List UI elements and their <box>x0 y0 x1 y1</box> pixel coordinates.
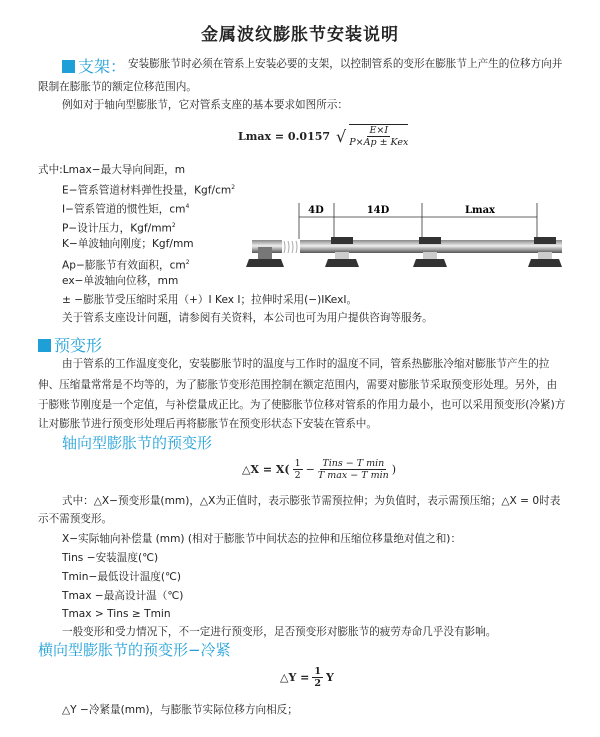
section-heading-support <box>62 54 126 77</box>
dimension-label-4d: 4D <box>308 205 324 216</box>
definition-line: 式中:Lmax−最大导向间距，m <box>38 164 186 176</box>
square-bullet-icon <box>62 60 75 73</box>
definition-line: ex−单波轴向位移，mm <box>62 275 179 287</box>
formula-lhs: Lmax = 0.0157 <box>238 129 331 143</box>
dimension-label-14d: 14D <box>366 205 390 216</box>
definition-line: Tmax −最高设计温（℃) <box>62 590 184 602</box>
square-bullet-icon <box>38 339 51 352</box>
fraction-half <box>312 666 323 689</box>
definition-text: I−管系管道的惯性矩，cm <box>62 203 186 216</box>
definition-line <box>62 219 176 236</box>
formula-lhs: △Y = <box>280 671 310 684</box>
definition-line: △Y −冷紧量(mm)，与膨胀节实际位移方向相反； <box>62 704 298 716</box>
definition-line: Tins −安装温度(℃) <box>62 552 159 564</box>
formula-rhs: Y <box>325 671 334 684</box>
numerator: Tins − T min <box>322 458 385 469</box>
paragraph-line: 由于管系的工作温度变化，安装膨胀节时的温度与工作时的温度不同，管系热膨胀冷缩对膨胀节产生的拉 <box>62 358 550 370</box>
sqrt-icon: √ <box>336 126 347 146</box>
heading-text: 支架： <box>78 57 127 76</box>
definition-line: Tmax > Tins ≥ Tmin <box>62 608 171 620</box>
paragraph-line: 限制在膨胀节的额定位移范围内。 <box>38 81 197 93</box>
page-title: 金属波纹膨胀节安装说明 <box>201 25 399 45</box>
support-diagram <box>240 195 580 275</box>
denominator: 2 <box>314 678 321 689</box>
formula-lhs: △X = X( <box>242 463 290 476</box>
formula-delta-y <box>280 666 334 689</box>
definition-line <box>62 256 190 273</box>
paragraph-line: 伸、压缩量常常是不均等的，为了膨胀节变形范围控制在额定范围内，需要对膨胀节采取预变形处理。另外，由 <box>38 379 558 391</box>
formula-lmax <box>238 124 411 148</box>
fraction-half <box>293 458 303 481</box>
paragraph-line: 例如对于轴向型膨胀节，它对管系支座的基本要求如图所示： <box>62 99 349 111</box>
definition-text: E−管系管道材料弹性投量，Kgf/cm <box>62 184 232 197</box>
definition-line: 一般变形和受力情况下，不一定进行预变形，足否预变形对膨胀节的疲劳寿命几乎没有影响。 <box>62 626 497 638</box>
definition-text: P−设计压力，Kgf/mm <box>62 222 172 235</box>
formula-delta-x <box>242 458 396 481</box>
dimension-label-lmax: Lmax <box>464 205 496 216</box>
superscript: 2 <box>231 184 236 191</box>
minus-sign: − <box>305 463 315 476</box>
superscript: 2 <box>185 259 190 266</box>
definition-line: 关于管系支座设计问题，请参阅有关资料，本公司也可为用户提供咨询等服务。 <box>62 312 433 324</box>
definition-line <box>62 181 235 198</box>
definition-line: X−实际轴向补偿量 (mm) (相对于膨胀节中间状态的拉伸和压缩位移量绝对值之和)： <box>62 533 462 545</box>
section-heading-predeform <box>38 333 102 356</box>
definition-line <box>62 200 189 217</box>
denominator: P×Ap ± Kex <box>349 137 409 148</box>
numerator: E×I <box>369 125 389 136</box>
paragraph-line: 安装膨胀节时必须在管系上安装必要的支架，以控制管系的变形在膨胀节上产生的位移方向并 <box>128 58 563 70</box>
superscript: 2 <box>171 222 176 229</box>
fraction-temperature <box>318 458 389 481</box>
paragraph-line: 让对膨胀节进行预变形处理后再将膨胀节在预变形状态下安装在管系中。 <box>38 418 377 430</box>
numerator: 1 <box>314 666 321 677</box>
definition-line: 示不需预变形。 <box>38 513 113 525</box>
superscript: 4 <box>185 203 190 210</box>
denominator: 2 <box>294 470 301 481</box>
definition-line: ± −膨胀节受压缩时采用（+）I Kex I；拉伸时采用(−)IKexI。 <box>62 294 358 306</box>
subheading-axial: 轴向型膨胀节的预变形 <box>62 434 213 452</box>
close-paren: ) <box>391 463 397 476</box>
definition-line: K−单波轴向刚度；Kgf/mm <box>62 238 194 250</box>
denominator: T max − T min <box>317 470 389 481</box>
definition-text: Ap−膨胀节有效面积，cm <box>62 259 186 272</box>
definition-line: 式中：△X−预变形量(mm)，△X为正值时，表示膨张节需预拉伸；为负值时，表示需预压缩；△X = 0时表 <box>62 495 561 507</box>
heading-text: 预变形 <box>54 336 103 355</box>
fraction <box>349 124 408 148</box>
numerator: 1 <box>294 458 301 469</box>
definition-line: Tmin−最低设计温度(℃) <box>62 571 182 583</box>
paragraph-line: 于膨账节刚度是一个定值，与补偿量成正比。为了使膨胀节位移对管系的作用力最小，也可以采用预变形(冷紧)方 <box>38 399 566 411</box>
subheading-lateral: 横向型膨胀节的预变形−冷紧 <box>38 641 231 659</box>
